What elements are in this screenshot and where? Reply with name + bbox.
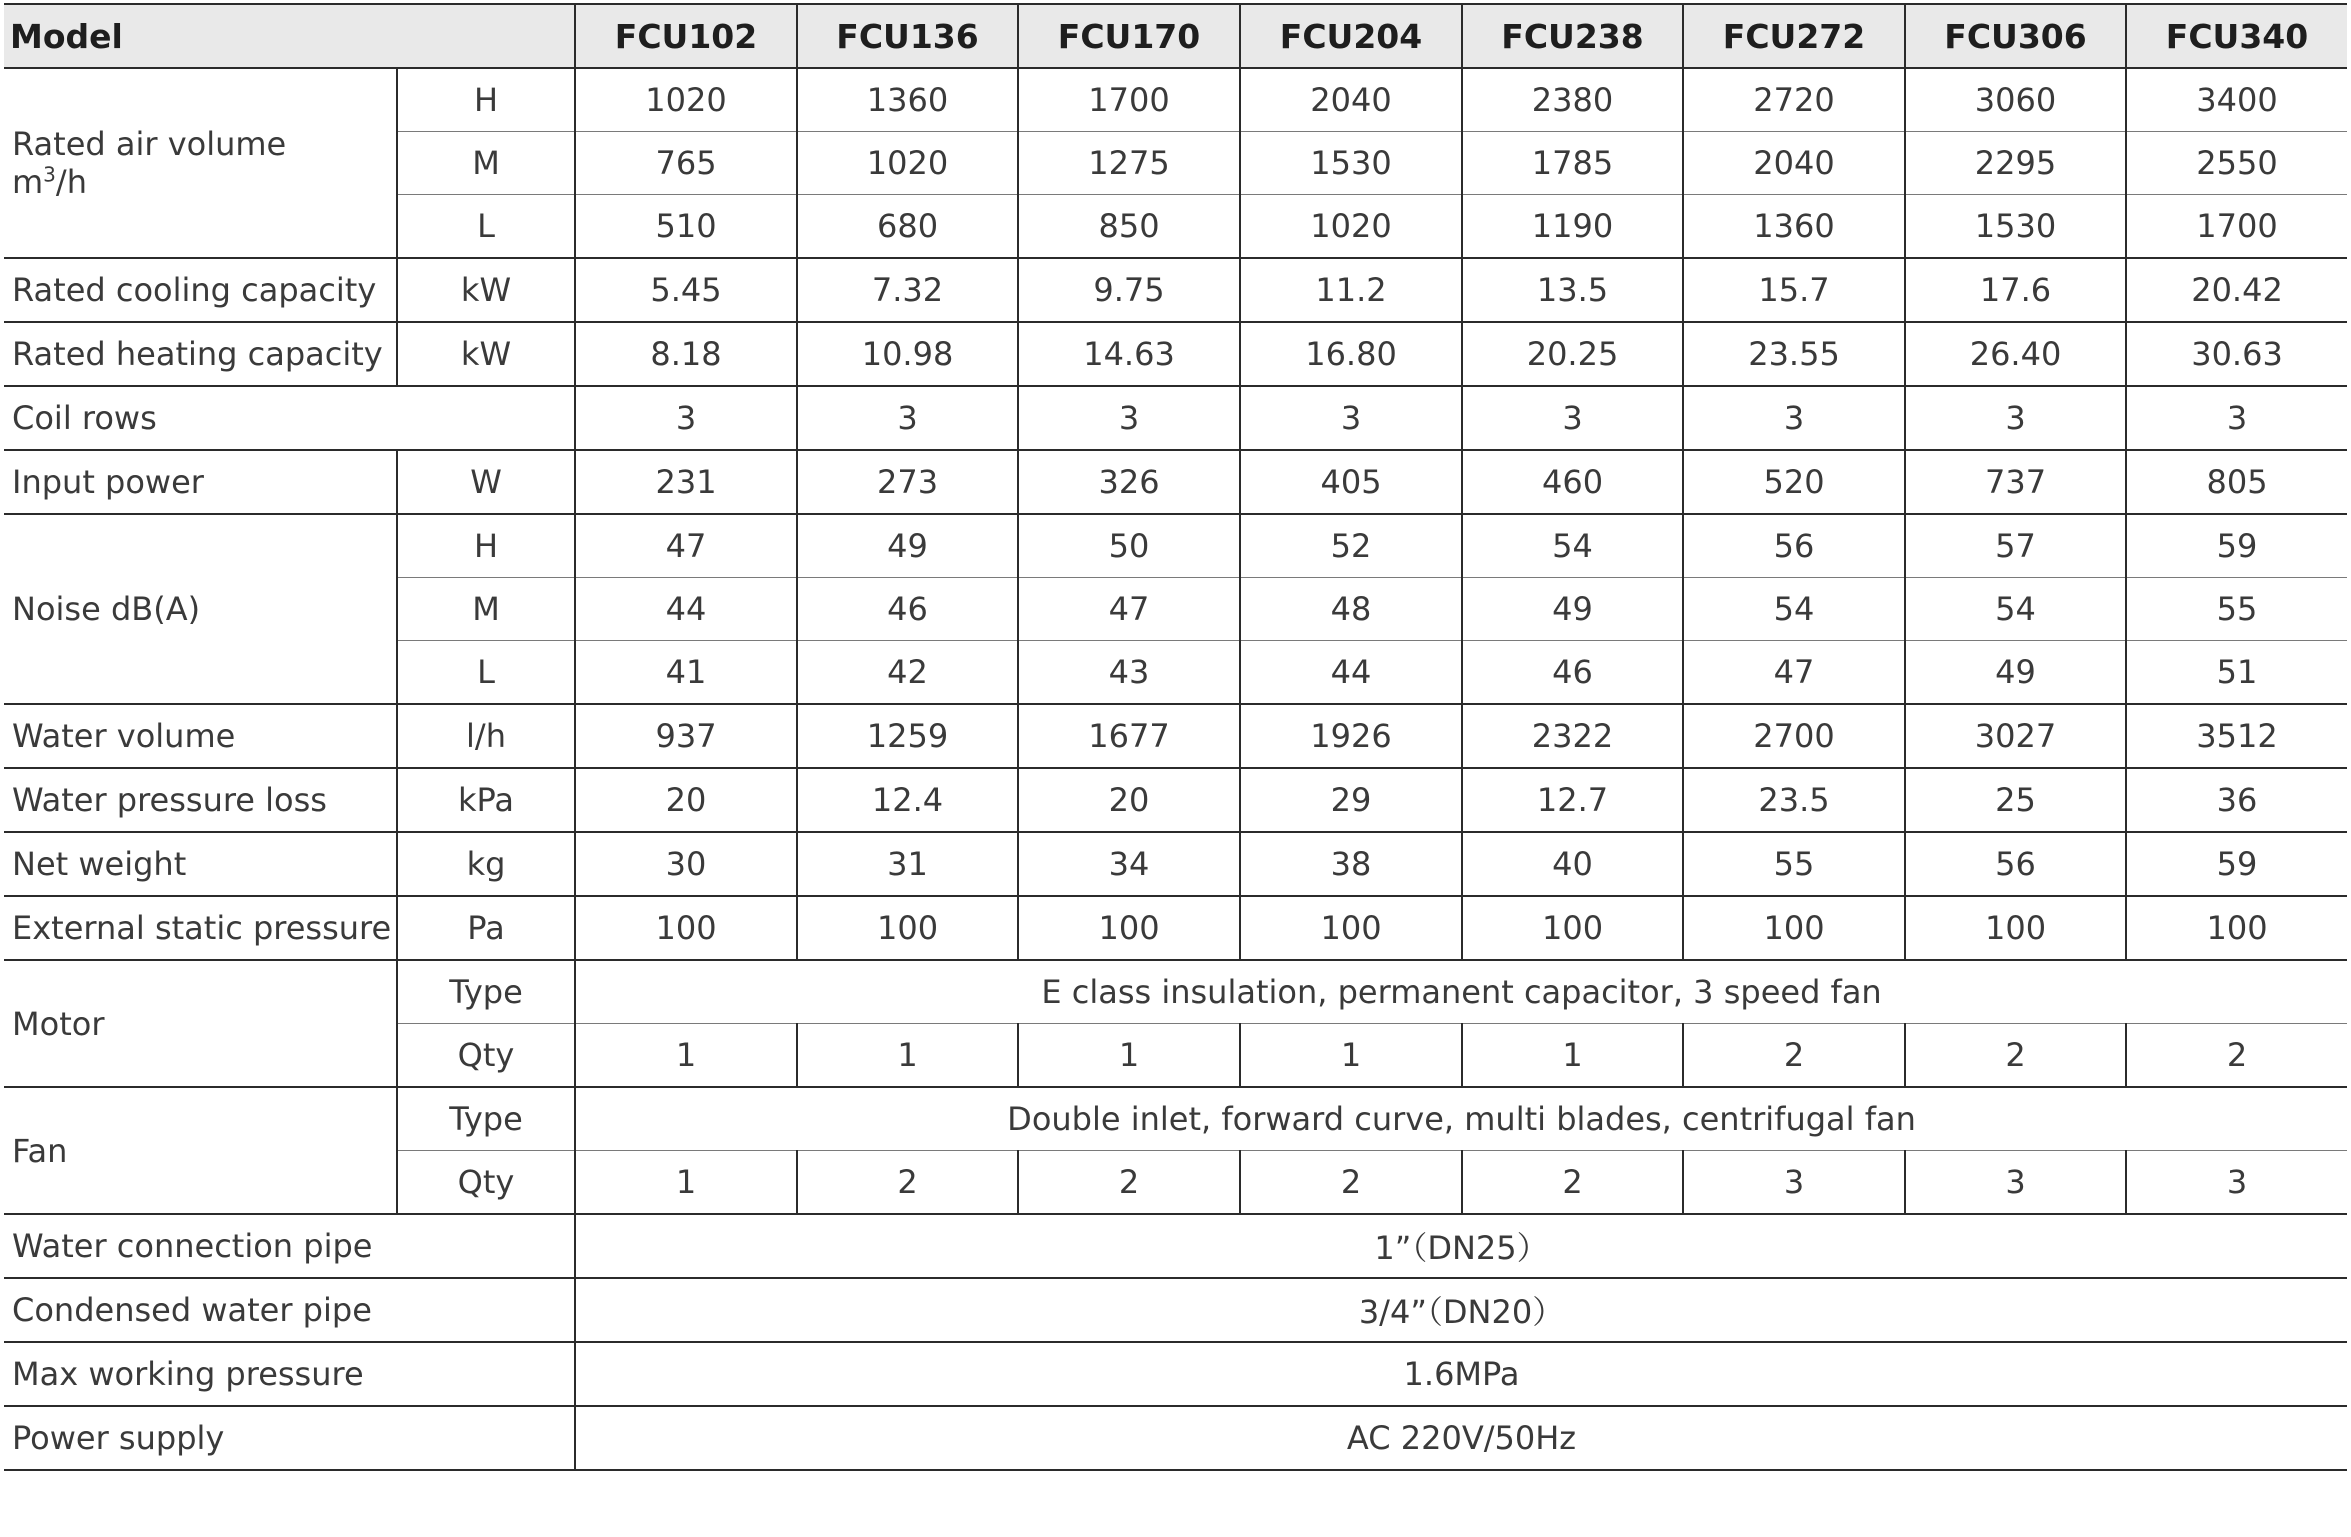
value-cell: 2 [1905, 1024, 2126, 1088]
value-cell: 26.40 [1905, 322, 2126, 386]
value-cell: 41 [575, 641, 797, 705]
unit-cell: kg [397, 832, 575, 896]
value-cell: 44 [575, 578, 797, 641]
value-cell: 50 [1018, 514, 1240, 578]
value-cell: 55 [2126, 578, 2347, 641]
value-cell: 42 [797, 641, 1018, 705]
value-cell: 520 [1683, 450, 1905, 514]
value-cell: 59 [2126, 832, 2347, 896]
span-value-cell: 3/4”（DN20） [575, 1278, 2347, 1342]
span-value-cell: AC 220V/50Hz [575, 1406, 2347, 1470]
value-cell: 3 [1683, 386, 1905, 450]
value-cell: 2 [1462, 1151, 1683, 1215]
row-label: Rated cooling capacity [4, 258, 397, 322]
row-label-air-volume [4, 68, 397, 258]
value-cell: 49 [1905, 641, 2126, 705]
value-cell: 460 [1462, 450, 1683, 514]
value-cell: 11.2 [1240, 258, 1462, 322]
value-cell: 1926 [1240, 704, 1462, 768]
table-row [4, 1342, 2347, 1406]
value-cell: 3060 [1905, 68, 2126, 132]
value-cell: 937 [575, 704, 797, 768]
value-cell: 765 [575, 132, 797, 195]
value-cell: 20 [575, 768, 797, 832]
value-cell: 100 [1462, 896, 1683, 960]
value-cell: 54 [1683, 578, 1905, 641]
value-cell: 14.63 [1018, 322, 1240, 386]
air-volume-unit-sup: 3 [43, 162, 56, 187]
value-cell: 56 [1683, 514, 1905, 578]
table-row [4, 258, 2347, 322]
table-row [4, 896, 2347, 960]
value-cell: 2 [2126, 1024, 2347, 1088]
value-cell: 1530 [1905, 195, 2126, 259]
value-cell: 2040 [1240, 68, 1462, 132]
header-row [4, 4, 2347, 68]
air-volume-unit-tail: /h [55, 163, 87, 201]
model-header-cell: FCU204 [1240, 4, 1462, 68]
value-cell: 3 [2126, 386, 2347, 450]
value-cell: 54 [1462, 514, 1683, 578]
unit-cell: kPa [397, 768, 575, 832]
value-cell: 1785 [1462, 132, 1683, 195]
value-cell: 29 [1240, 768, 1462, 832]
value-cell: 3 [1462, 386, 1683, 450]
value-cell: 1259 [797, 704, 1018, 768]
value-cell: 30.63 [2126, 322, 2347, 386]
value-cell: 47 [1683, 641, 1905, 705]
value-cell: 20.25 [1462, 322, 1683, 386]
value-cell: 273 [797, 450, 1018, 514]
row-label: Max working pressure [4, 1342, 575, 1406]
value-cell: 100 [797, 896, 1018, 960]
table-row [4, 960, 2347, 1024]
type-label-cell: Type [397, 1087, 575, 1151]
value-cell: 25 [1905, 768, 2126, 832]
type-value-cell: E class insulation, permanent capacitor, 3 speed fan [575, 960, 2347, 1024]
value-cell: 1360 [797, 68, 1018, 132]
row-label: Coil rows [4, 386, 575, 450]
value-cell: 1 [1018, 1024, 1240, 1088]
unit-cell: Pa [397, 896, 575, 960]
value-cell: 49 [1462, 578, 1683, 641]
value-cell: 100 [2126, 896, 2347, 960]
value-cell: 46 [1462, 641, 1683, 705]
level-cell: H [397, 514, 575, 578]
value-cell: 1 [575, 1151, 797, 1215]
value-cell: 3 [1683, 1151, 1905, 1215]
value-cell: 1700 [1018, 68, 1240, 132]
value-cell: 16.80 [1240, 322, 1462, 386]
air-volume-unit-base: m [12, 163, 44, 201]
value-cell: 2720 [1683, 68, 1905, 132]
value-cell: 1530 [1240, 132, 1462, 195]
level-cell: L [397, 195, 575, 259]
model-header-cell: FCU306 [1905, 4, 2126, 68]
table-row [4, 768, 2347, 832]
value-cell: 10.98 [797, 322, 1018, 386]
value-cell: 30 [575, 832, 797, 896]
level-cell: L [397, 641, 575, 705]
table-row [4, 1278, 2347, 1342]
value-cell: 31 [797, 832, 1018, 896]
value-cell: 805 [2126, 450, 2347, 514]
value-cell: 100 [1683, 896, 1905, 960]
spec-table [4, 3, 2347, 1471]
value-cell: 737 [1905, 450, 2126, 514]
unit-cell: l/h [397, 704, 575, 768]
value-cell: 23.55 [1683, 322, 1905, 386]
value-cell: 1677 [1018, 704, 1240, 768]
value-cell: 59 [2126, 514, 2347, 578]
value-cell: 12.7 [1462, 768, 1683, 832]
table-row [4, 1214, 2347, 1278]
row-label: Rated heating capacity [4, 322, 397, 386]
model-header-cell: FCU272 [1683, 4, 1905, 68]
row-label: Net weight [4, 832, 397, 896]
type-value-cell: Double inlet, forward curve, multi blades, centrifugal fan [575, 1087, 2347, 1151]
unit-cell: kW [397, 258, 575, 322]
value-cell: 52 [1240, 514, 1462, 578]
value-cell: 1 [575, 1024, 797, 1088]
value-cell: 100 [1018, 896, 1240, 960]
value-cell: 8.18 [575, 322, 797, 386]
value-cell: 44 [1240, 641, 1462, 705]
level-cell: M [397, 132, 575, 195]
value-cell: 1700 [2126, 195, 2347, 259]
value-cell: 100 [575, 896, 797, 960]
value-cell: 2 [1018, 1151, 1240, 1215]
table-row [4, 704, 2347, 768]
table-row [4, 1087, 2347, 1151]
value-cell: 1360 [1683, 195, 1905, 259]
table-row [4, 832, 2347, 896]
value-cell: 1020 [575, 68, 797, 132]
value-cell: 680 [797, 195, 1018, 259]
value-cell: 3 [1905, 386, 2126, 450]
value-cell: 23.5 [1683, 768, 1905, 832]
value-cell: 2 [797, 1151, 1018, 1215]
unit-cell: kW [397, 322, 575, 386]
value-cell: 43 [1018, 641, 1240, 705]
value-cell: 326 [1018, 450, 1240, 514]
value-cell: 1 [1462, 1024, 1683, 1088]
model-header-cell: FCU170 [1018, 4, 1240, 68]
model-header-cell: FCU340 [2126, 4, 2347, 68]
value-cell: 100 [1905, 896, 2126, 960]
value-cell: 850 [1018, 195, 1240, 259]
value-cell: 34 [1018, 832, 1240, 896]
value-cell: 3 [797, 386, 1018, 450]
row-label: Power supply [4, 1406, 575, 1470]
row-label-noise: Noise dB(A) [4, 514, 397, 704]
value-cell: 57 [1905, 514, 2126, 578]
value-cell: 3 [1240, 386, 1462, 450]
value-cell: 3 [575, 386, 797, 450]
value-cell: 5.45 [575, 258, 797, 322]
span-value-cell: 1”（DN25） [575, 1214, 2347, 1278]
table-body [4, 4, 2347, 1470]
table-row [4, 450, 2347, 514]
value-cell: 17.6 [1905, 258, 2126, 322]
table-row [4, 1406, 2347, 1470]
value-cell: 510 [575, 195, 797, 259]
value-cell: 54 [1905, 578, 2126, 641]
table-row [4, 514, 2347, 578]
span-value-cell: 1.6MPa [575, 1342, 2347, 1406]
model-header-cell: FCU136 [797, 4, 1018, 68]
value-cell: 47 [1018, 578, 1240, 641]
value-cell: 1020 [1240, 195, 1462, 259]
qty-label-cell: Qty [397, 1024, 575, 1088]
value-cell: 49 [797, 514, 1018, 578]
level-cell: M [397, 578, 575, 641]
value-cell: 3 [2126, 1151, 2347, 1215]
value-cell: 2550 [2126, 132, 2347, 195]
value-cell: 2322 [1462, 704, 1683, 768]
table-row [4, 386, 2347, 450]
value-cell: 9.75 [1018, 258, 1240, 322]
row-label: Condensed water pipe [4, 1278, 575, 1342]
value-cell: 3512 [2126, 704, 2347, 768]
level-cell: H [397, 68, 575, 132]
value-cell: 1020 [797, 132, 1018, 195]
value-cell: 405 [1240, 450, 1462, 514]
value-cell: 2 [1683, 1024, 1905, 1088]
table-row [4, 68, 2347, 132]
value-cell: 1 [797, 1024, 1018, 1088]
model-header-cell: FCU102 [575, 4, 797, 68]
value-cell: 51 [2126, 641, 2347, 705]
row-label: Water pressure loss [4, 768, 397, 832]
value-cell: 48 [1240, 578, 1462, 641]
value-cell: 3 [1018, 386, 1240, 450]
value-cell: 1 [1240, 1024, 1462, 1088]
value-cell: 231 [575, 450, 797, 514]
value-cell: 36 [2126, 768, 2347, 832]
model-header-label: Model [4, 4, 575, 68]
table-row [4, 322, 2347, 386]
value-cell: 56 [1905, 832, 2126, 896]
air-volume-label: Rated air volume [12, 125, 287, 163]
row-label-motor: Motor [4, 960, 397, 1087]
value-cell: 55 [1683, 832, 1905, 896]
value-cell: 46 [797, 578, 1018, 641]
value-cell: 1275 [1018, 132, 1240, 195]
value-cell: 15.7 [1683, 258, 1905, 322]
value-cell: 12.4 [797, 768, 1018, 832]
row-label: Water connection pipe [4, 1214, 575, 1278]
row-label: External static pressure [4, 896, 397, 960]
value-cell: 3027 [1905, 704, 2126, 768]
value-cell: 20 [1018, 768, 1240, 832]
value-cell: 47 [575, 514, 797, 578]
value-cell: 2040 [1683, 132, 1905, 195]
model-header-cell: FCU238 [1462, 4, 1683, 68]
value-cell: 1190 [1462, 195, 1683, 259]
value-cell: 40 [1462, 832, 1683, 896]
value-cell: 38 [1240, 832, 1462, 896]
value-cell: 20.42 [2126, 258, 2347, 322]
value-cell: 100 [1240, 896, 1462, 960]
value-cell: 7.32 [797, 258, 1018, 322]
value-cell: 13.5 [1462, 258, 1683, 322]
value-cell: 2380 [1462, 68, 1683, 132]
qty-label-cell: Qty [397, 1151, 575, 1215]
type-label-cell: Type [397, 960, 575, 1024]
value-cell: 2700 [1683, 704, 1905, 768]
row-label: Water volume [4, 704, 397, 768]
unit-cell: W [397, 450, 575, 514]
value-cell: 2 [1240, 1151, 1462, 1215]
row-label: Input power [4, 450, 397, 514]
value-cell: 3400 [2126, 68, 2347, 132]
value-cell: 3 [1905, 1151, 2126, 1215]
value-cell: 2295 [1905, 132, 2126, 195]
row-label-fan: Fan [4, 1087, 397, 1214]
